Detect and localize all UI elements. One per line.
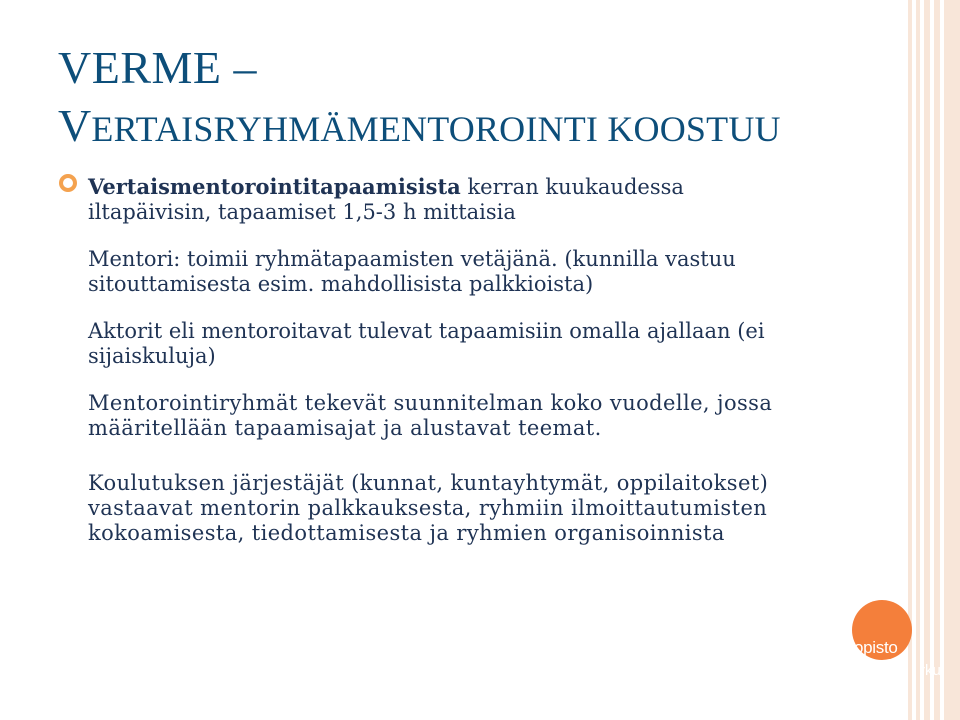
- paragraph-aktorit-line-2: sijaiskuluja): [88, 344, 216, 368]
- paragraph-ryhmat-line-2: määritellään tapaamisajat ja alustavat teemat.: [88, 416, 602, 440]
- paragraph-aktorit: [88, 319, 878, 369]
- paragraph-koulutus-line-3: kokoamisesta, tiedottamisesta ja ryhmien organisoinnista: [88, 521, 725, 545]
- bullet-lead-rest: kerran kuukaudessa: [460, 175, 684, 199]
- paragraph-ryhmat: [88, 391, 878, 441]
- paragraph-koulutus-line-2: vastaavat mentorin palkkauksesta, ryhmiin ilmoittautumisten: [88, 496, 768, 520]
- paragraph-ryhmat-line-1: Mentorointiryhmät tekevät suunnitelman koko vuodelle, jossa: [88, 391, 773, 415]
- paragraph-aktorit-line-1: Aktorit eli mentoroitavat tulevat tapaamisiin omalla ajallaan (ei: [88, 319, 765, 343]
- logo-subtext: rku: [920, 662, 941, 679]
- slide-content: [88, 174, 878, 568]
- page-title: [58, 44, 838, 151]
- paragraph-koulutus-line-1: Koulutuksen järjestäjät (kunnat, kuntayhtymät, oppilaitokset): [88, 471, 769, 495]
- paragraph-mentor-line-2: sitouttamisesta esim. mahdollisista palkkioista): [88, 272, 594, 296]
- bullet-line-2: iltapäivisin, tapaamiset 1,5-3 h mittaisia: [88, 200, 516, 224]
- bullet-icon: [58, 173, 78, 193]
- paragraph-mentor: [88, 247, 878, 297]
- title-line-1: VERME –: [58, 42, 257, 93]
- paragraph-mentor-line-1: Mentori: toimii ryhmätapaamisten vetäjänä. (kunnilla vastuu: [88, 247, 736, 271]
- bullet-paragraph: [88, 174, 878, 225]
- paragraph-koulutus: [88, 471, 878, 546]
- title-line-2: VERTAISRYHMÄMENTOROINTI KOOSTUU: [58, 100, 781, 152]
- bullet-lead-bold: Vertaismentorointitapaamisista: [88, 174, 461, 199]
- opisto-logo: [850, 598, 960, 718]
- logo-text: opisto: [854, 638, 898, 657]
